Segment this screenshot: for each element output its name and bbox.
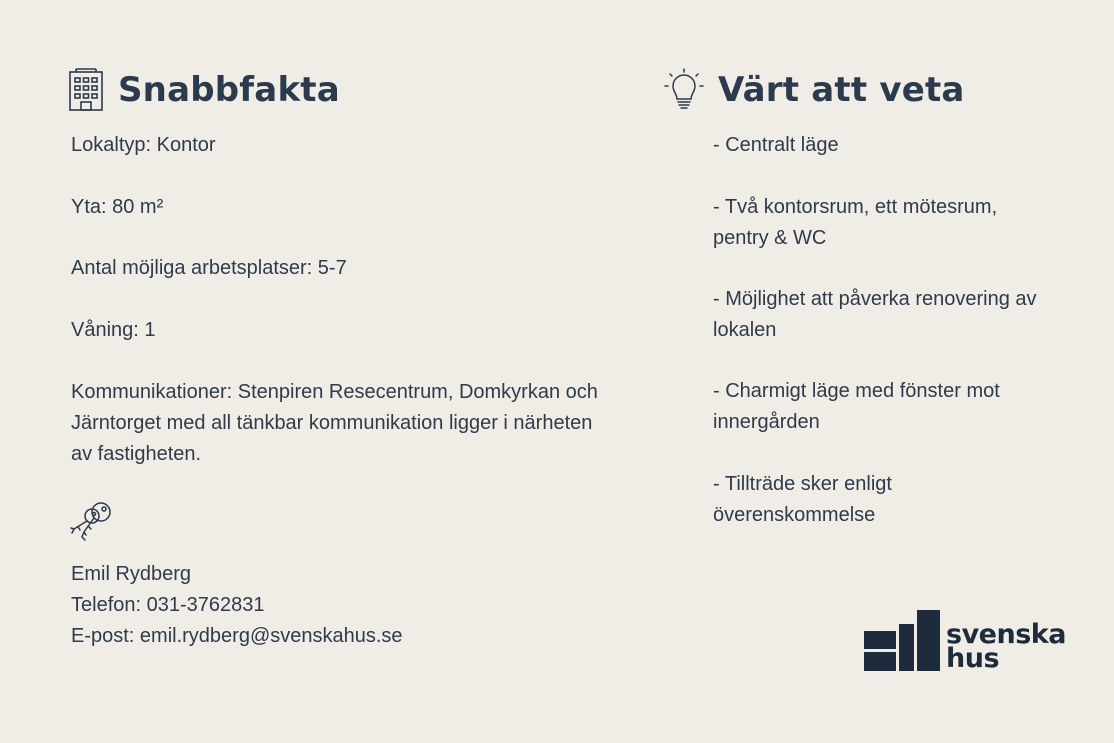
vart-att-veta-title: Värt att veta [718, 70, 965, 110]
list-item: - Möjlighet att påverka renovering av lokalen [713, 288, 1037, 341]
logo-wordmark [946, 619, 1066, 674]
logo-line2: hus [946, 643, 1000, 674]
logo-mark [864, 610, 940, 672]
contact-name: Emil Rydberg [71, 563, 192, 585]
lightbulb-icon [664, 68, 704, 112]
contact-phone: Telefon: 031-3762831 [71, 594, 265, 616]
contact-email: E-post: emil.rydberg@svenskahus.se [71, 625, 403, 647]
keys-icon [68, 498, 116, 546]
building-icon [68, 68, 104, 112]
snabbfakta-title: Snabbfakta [118, 70, 340, 110]
vart-att-veta-heading [664, 68, 965, 112]
vaning-text: Våning: 1 [71, 319, 156, 341]
arbetsplatser-text: Antal möjliga arbetsplatser: 5-7 [71, 257, 347, 279]
yta-text: Yta: 80 m² [71, 196, 164, 218]
snabbfakta-heading [68, 68, 340, 112]
list-item: - Charmigt läge med fönster mot innergården [713, 380, 1000, 433]
list-item: - Centralt läge [713, 134, 839, 156]
logo-line1: svenska [946, 619, 1066, 650]
list-item: - Tillträde sker enligt överenskommelse [713, 473, 892, 526]
lokaltyp-text: Lokaltyp: Kontor [71, 134, 216, 156]
list-item: - Två kontorsrum, ett mötesrum, pentry & WC [713, 196, 998, 249]
kommunikationer-text: Kommunikationer: Stenpiren Resecentrum, Domkyrkan och Järntorget med all tänkbar kommunikation ligger i närheten av fastigheten. [71, 381, 598, 465]
svenska-hus-logo [864, 610, 1066, 672]
